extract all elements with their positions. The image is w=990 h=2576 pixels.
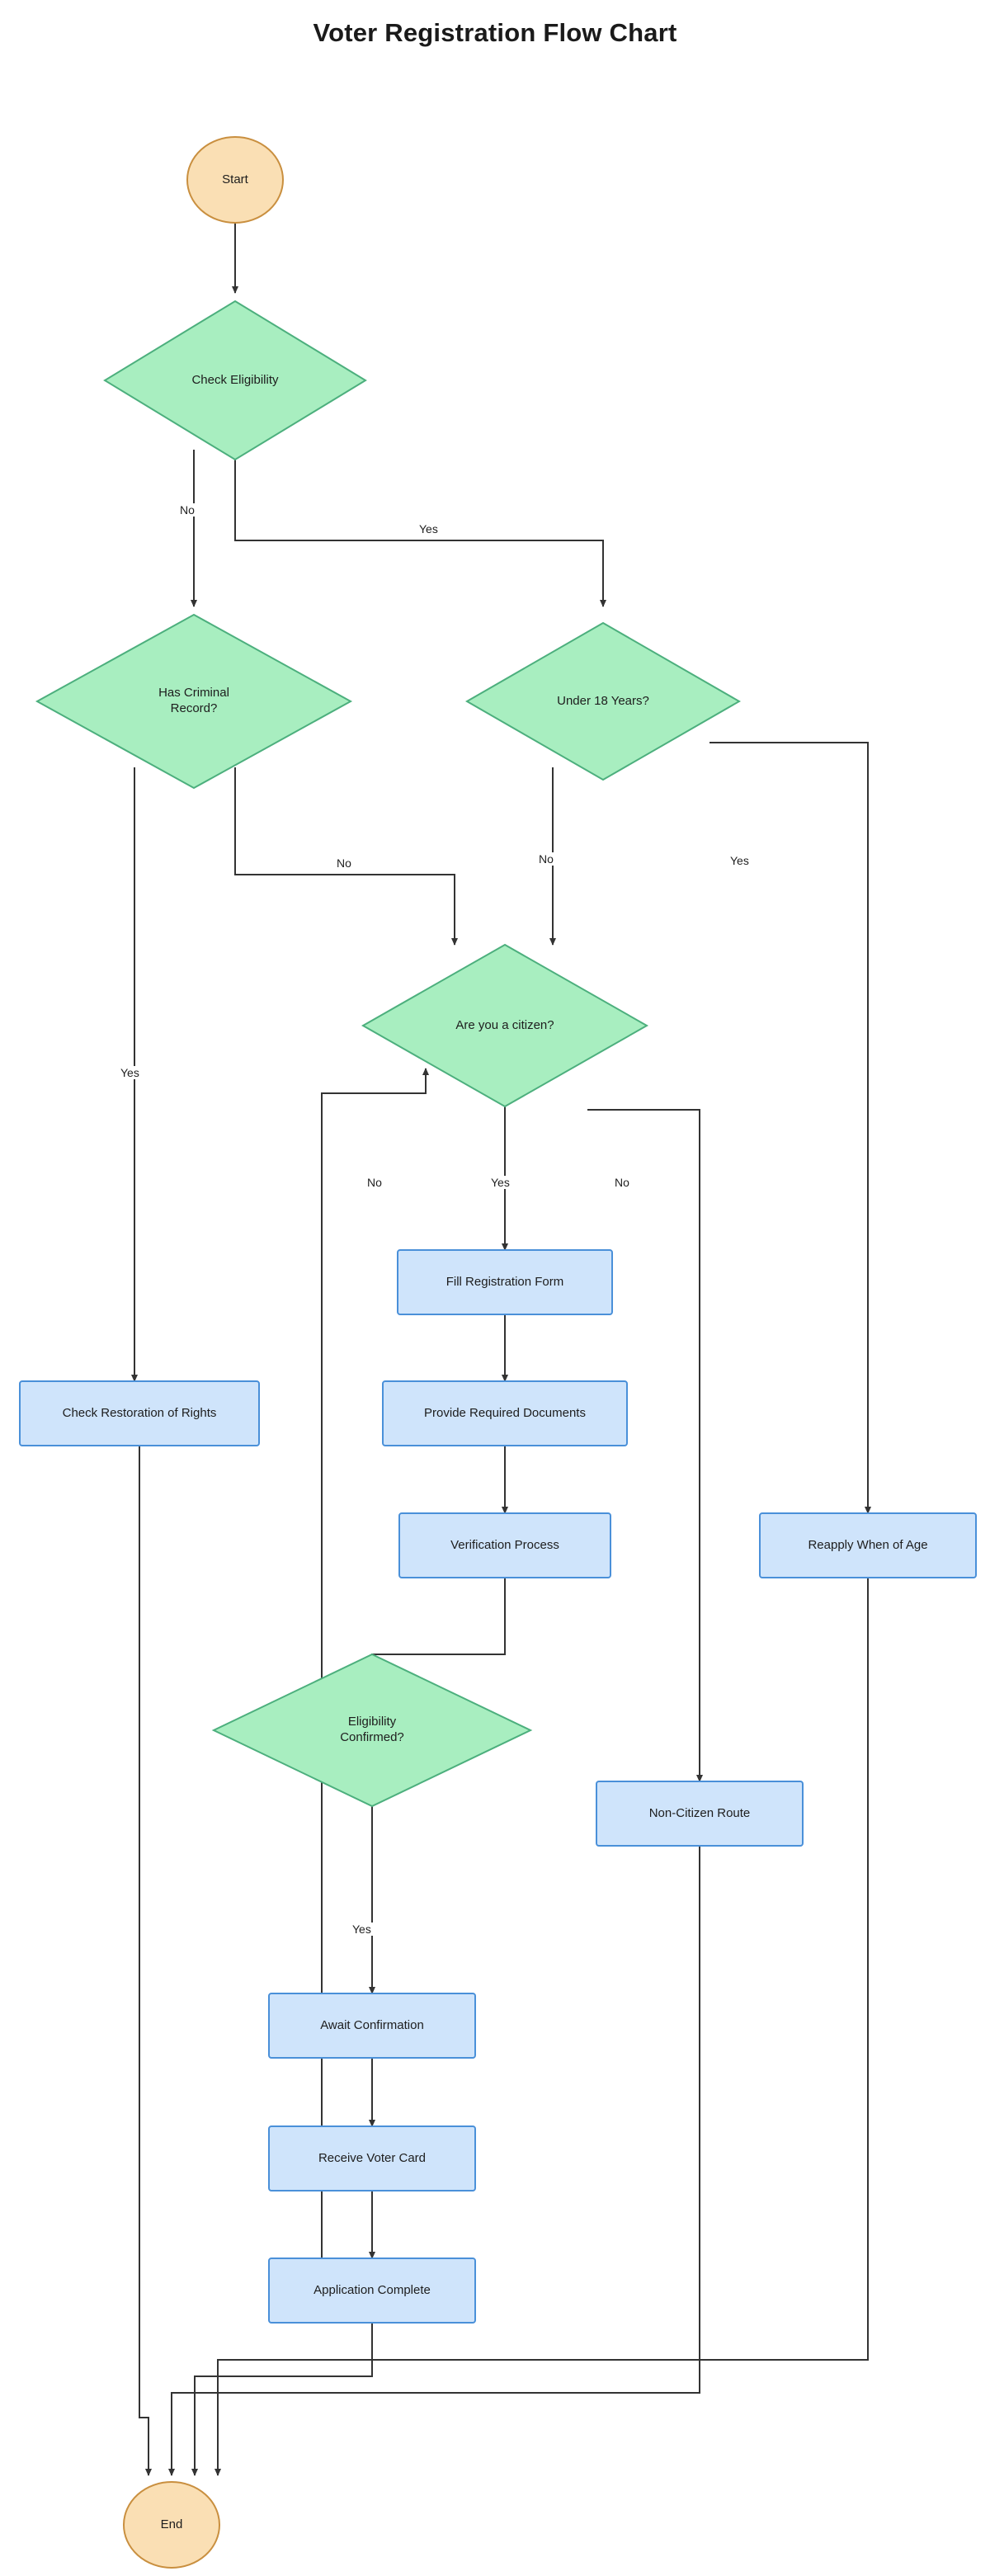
node-label-check-eligibility: Check Eligibility bbox=[191, 372, 279, 387]
page-title: Voter Registration Flow Chart bbox=[313, 18, 677, 47]
edge-citizen-loop-return bbox=[322, 1069, 426, 1172]
edge-label-criminal-no: No bbox=[334, 856, 354, 870]
node-provide-required-documents[interactable] bbox=[383, 1381, 627, 1446]
node-label-non-citizen-route: Non-Citizen Route bbox=[648, 1805, 751, 1820]
edges-group bbox=[134, 223, 868, 2475]
edge-label-under18-yes: Yes bbox=[728, 854, 752, 867]
edge-label-under18-no: No bbox=[536, 852, 556, 866]
node-reapply-when-of-age[interactable] bbox=[760, 1513, 976, 1578]
node-label-provide-required-documents: Provide Required Documents bbox=[424, 1405, 586, 1420]
node-end[interactable] bbox=[124, 2482, 219, 2568]
node-label-fill-registration-form: Fill Registration Form bbox=[446, 1274, 564, 1289]
node-label-has-criminal-record: Has Criminal Record? bbox=[158, 686, 229, 715]
edge-label-citizen-yes: Yes bbox=[488, 1176, 512, 1189]
edge-restoration-to-end bbox=[139, 1446, 148, 2475]
node-label-end: End bbox=[160, 2517, 183, 2531]
node-label-reapply-when-of-age: Reapply When of Age bbox=[808, 1537, 928, 1552]
edge-label-citizen-no-right: No bbox=[612, 1176, 632, 1189]
edge-label-criminal-yes: Yes bbox=[118, 1066, 142, 1079]
node-label-receive-voter-card: Receive Voter Card bbox=[318, 2150, 427, 2165]
node-label-await-confirmation: Await Confirmation bbox=[320, 2017, 424, 2032]
node-receive-voter-card[interactable] bbox=[269, 2126, 475, 2191]
nodes-group bbox=[20, 137, 976, 2568]
node-label-start: Start bbox=[222, 172, 248, 186]
node-non-citizen-route[interactable] bbox=[596, 1781, 803, 1846]
node-label-check-restoration-of-rights: Check Restoration of Rights bbox=[62, 1405, 217, 1420]
node-await-confirmation[interactable] bbox=[269, 1993, 475, 2058]
node-label-eligibility-confirmed: Eligibility Confirmed? bbox=[340, 1715, 404, 1744]
node-check-restoration-of-rights[interactable] bbox=[20, 1381, 259, 1446]
node-start[interactable] bbox=[187, 137, 283, 223]
node-check-eligibility[interactable] bbox=[105, 301, 365, 460]
edge-label-check-eligibility-no: No bbox=[177, 503, 197, 517]
node-label-under-18: Under 18 Years? bbox=[557, 693, 649, 708]
node-verification-process[interactable] bbox=[399, 1513, 610, 1578]
node-has-criminal-record[interactable] bbox=[37, 615, 351, 788]
node-fill-registration-form[interactable] bbox=[398, 1250, 612, 1314]
node-eligibility-confirmed[interactable] bbox=[214, 1654, 530, 1806]
node-under-18[interactable] bbox=[467, 623, 739, 780]
edge-complete-to-end bbox=[195, 2323, 372, 2475]
node-label-are-you-citizen: Are you a citizen? bbox=[455, 1017, 554, 1032]
edge-label-citizen-no-left: No bbox=[365, 1176, 384, 1189]
edge-label-eligibility-yes: Yes bbox=[350, 1923, 374, 1936]
node-application-complete[interactable] bbox=[269, 2258, 475, 2323]
node-label-verification-process: Verification Process bbox=[450, 1537, 559, 1552]
node-label-application-complete: Application Complete bbox=[314, 2282, 431, 2297]
node-are-you-citizen[interactable] bbox=[363, 945, 647, 1106]
edge-label-check-eligibility-yes: Yes bbox=[417, 522, 441, 535]
